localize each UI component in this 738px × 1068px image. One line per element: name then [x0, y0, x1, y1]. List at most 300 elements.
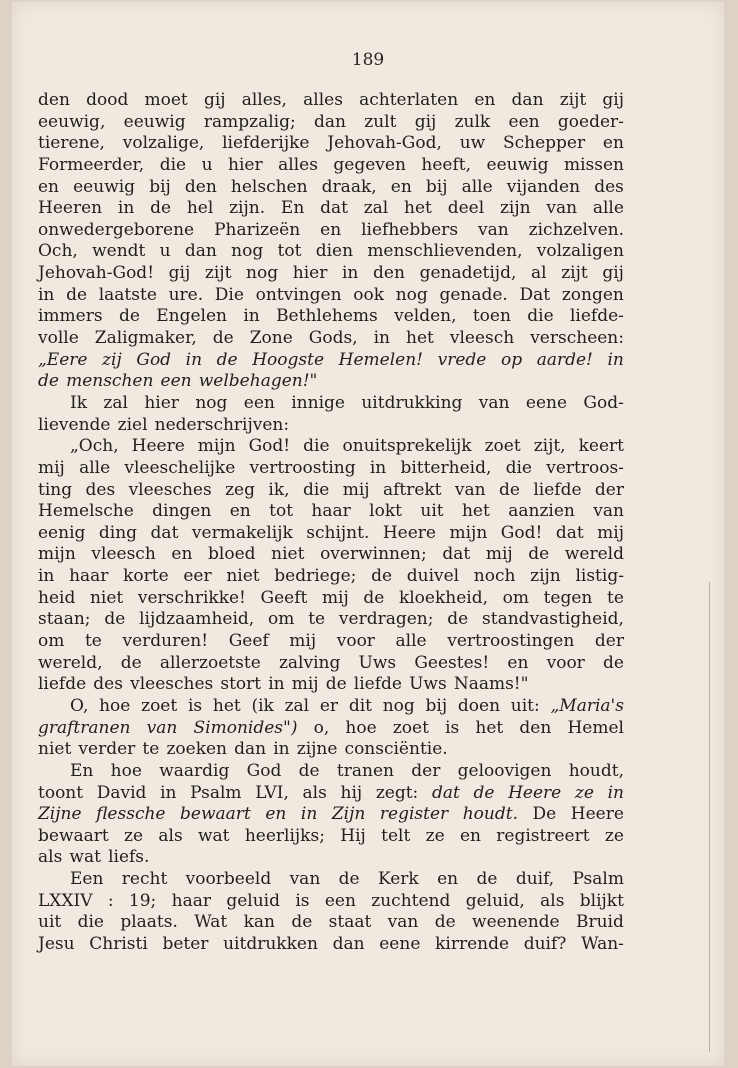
word: ting — [38, 479, 73, 500]
word: uitdrukken — [223, 933, 318, 954]
word: verschrikke! — [137, 587, 246, 608]
word: zijt, — [533, 436, 566, 457]
word: keert — [578, 436, 624, 457]
body-text — [38, 90, 624, 956]
word: en — [602, 133, 624, 154]
word: tot — [277, 241, 302, 262]
word: als — [158, 825, 183, 846]
word: is — [187, 695, 203, 716]
word: LXXIV — [38, 890, 93, 911]
word: haar — [69, 566, 109, 587]
word: Ik — [70, 392, 88, 413]
text-line — [38, 739, 624, 761]
word: is — [295, 890, 310, 911]
word: schijnt. — [306, 522, 370, 543]
word: ook — [353, 284, 384, 305]
word: Hemel — [567, 717, 624, 738]
word: er — [319, 695, 339, 716]
word: Zijn — [331, 804, 366, 825]
word: al — [531, 263, 547, 284]
word: gij — [414, 111, 437, 132]
word: Geef — [228, 631, 269, 652]
word: mij — [597, 522, 624, 543]
word: Bruid — [575, 912, 624, 933]
word: Engelen — [156, 306, 227, 327]
word: te — [84, 631, 102, 652]
word: laatste — [98, 284, 157, 305]
word: het — [404, 198, 432, 219]
word: zult — [364, 111, 397, 132]
word: zal — [363, 198, 389, 219]
word: dien — [315, 241, 354, 262]
word: Jehovah-God! — [38, 263, 155, 284]
word: vertroostingen — [447, 631, 575, 652]
word: lievende — [38, 414, 111, 435]
text-line — [38, 804, 624, 826]
word: hoe — [110, 760, 142, 781]
word: O, — [70, 695, 89, 716]
word: mij — [485, 544, 513, 565]
word: standvastigheid, — [482, 609, 624, 630]
word: eenig — [38, 522, 86, 543]
word: nederschrijven: — [154, 414, 290, 435]
word: en — [474, 90, 496, 110]
word: de — [325, 674, 347, 695]
word: wendt — [92, 241, 146, 262]
word: God- — [583, 392, 624, 413]
word: waardig — [159, 760, 230, 781]
word: in — [38, 566, 55, 587]
word: in — [273, 739, 290, 760]
word: gij — [203, 90, 226, 110]
word: onwedergeborene — [38, 219, 195, 240]
word: staat — [328, 912, 372, 933]
word: die — [302, 479, 330, 500]
word: God! — [248, 436, 291, 457]
word: en — [229, 501, 251, 522]
text-line — [38, 415, 624, 437]
word: de — [118, 306, 140, 327]
word: eer — [183, 566, 212, 587]
word: Zaligmaker, — [94, 328, 197, 349]
word: tot — [269, 501, 294, 522]
word: den — [519, 717, 552, 738]
word: Naams!" — [453, 674, 529, 695]
word: dat — [320, 198, 348, 219]
word: welbehagen!" — [198, 371, 318, 392]
word: vertroos- — [546, 457, 624, 478]
word: Formeerder, — [38, 154, 145, 175]
word: en — [171, 544, 193, 565]
word: zijn — [530, 566, 561, 587]
word: in — [117, 198, 135, 219]
word: van — [289, 869, 321, 890]
word: register — [379, 804, 449, 825]
word: zeg — [225, 479, 255, 500]
text-line — [38, 371, 624, 393]
word: Heere — [570, 804, 624, 825]
word: hel — [186, 198, 214, 219]
word: in — [185, 349, 203, 370]
word: niet — [271, 544, 305, 565]
word: die — [505, 457, 532, 478]
word: genade. — [439, 284, 508, 305]
word: draak, — [321, 176, 377, 197]
word: Wat — [194, 912, 228, 933]
word: en — [38, 176, 60, 197]
text-line — [38, 566, 624, 588]
word: de — [434, 912, 456, 933]
word: liefde — [353, 674, 402, 695]
word: alles — [278, 154, 318, 175]
word: alles — [303, 90, 343, 110]
word: Heeren — [38, 198, 103, 219]
word: bitterheid, — [400, 457, 492, 478]
word: mij — [291, 674, 319, 695]
word: (ik — [251, 695, 274, 716]
word: des — [594, 176, 624, 197]
word: der — [594, 631, 624, 652]
word: des — [93, 674, 123, 695]
word: om — [502, 587, 529, 608]
word: de — [528, 544, 550, 565]
word: Psalm — [572, 869, 624, 890]
word: zij — [102, 349, 122, 370]
word: u — [201, 154, 213, 175]
text-line — [38, 133, 624, 155]
word: dan — [511, 90, 544, 110]
word: Hij — [340, 825, 366, 846]
word: liefde — [533, 479, 582, 500]
text-line — [38, 480, 624, 502]
word: Zone — [249, 328, 293, 349]
word: De — [532, 804, 557, 825]
word: Zijne — [38, 804, 82, 825]
word: ze — [574, 782, 594, 803]
text-line — [38, 523, 624, 545]
word: verder — [78, 739, 136, 760]
word: de — [473, 782, 495, 803]
word: ontvingen — [255, 284, 342, 305]
word: heerlijks; — [244, 825, 325, 846]
word: en — [265, 804, 287, 825]
word: eene — [379, 933, 421, 954]
text-line — [38, 761, 624, 783]
word: het — [475, 717, 504, 738]
word: het — [212, 695, 241, 716]
word: zoet — [141, 695, 178, 716]
text-line — [38, 696, 624, 718]
word: dood — [86, 90, 129, 110]
word: in — [268, 674, 285, 695]
word: het — [406, 328, 434, 349]
word: bij — [425, 176, 448, 197]
word: gij — [168, 263, 191, 284]
word: de — [499, 479, 520, 500]
word: den — [373, 263, 405, 284]
word: zegt: — [375, 782, 419, 803]
word: haar — [171, 890, 211, 911]
word: Bethlehems — [276, 306, 378, 327]
word: bewaart — [38, 825, 109, 846]
word: vertroosting — [249, 457, 356, 478]
word: 19; — [128, 890, 157, 911]
word: tranen — [336, 760, 394, 781]
word: hier — [144, 392, 179, 413]
text-line — [38, 653, 624, 675]
word: den — [38, 90, 70, 110]
word: die — [77, 912, 104, 933]
word: Dat — [519, 284, 551, 305]
word: Heere — [382, 522, 436, 543]
text-line — [38, 609, 624, 631]
word: weenende — [472, 912, 560, 933]
word: om — [268, 609, 295, 630]
word: te — [607, 587, 624, 608]
text-line — [38, 501, 624, 523]
word: dan — [332, 933, 365, 954]
word: zoeken — [166, 739, 227, 760]
word: Psalm — [190, 782, 242, 803]
word: dat — [555, 522, 584, 543]
word: liefderijke — [222, 133, 310, 154]
word: gegeven — [333, 154, 406, 175]
word: tegen — [543, 587, 593, 608]
word: dingen — [152, 501, 212, 522]
text-line — [38, 847, 624, 869]
word: hier — [228, 154, 263, 175]
word: ze — [124, 825, 144, 846]
word: moet — [144, 90, 188, 110]
word: Schepper — [502, 133, 586, 154]
word: wereld, — [38, 652, 103, 673]
word: in — [373, 328, 390, 349]
word: op — [500, 349, 523, 370]
word: in — [369, 457, 387, 478]
word: houdt, — [568, 760, 624, 781]
word: een — [508, 111, 540, 132]
word: nog — [246, 263, 279, 284]
word: in — [243, 306, 260, 327]
word: wereld — [564, 544, 624, 565]
word: geloovigen — [457, 760, 552, 781]
word: eeuwig, — [38, 111, 106, 132]
text-line — [38, 306, 624, 328]
word: korte — [123, 566, 169, 587]
word: als — [302, 782, 327, 803]
word: van — [146, 717, 178, 738]
word: zijt — [559, 90, 587, 110]
word: blijkt — [579, 890, 624, 911]
word: mijn — [449, 522, 488, 543]
word: toen — [472, 306, 511, 327]
word: Die — [214, 284, 244, 305]
word: Uws — [358, 652, 397, 673]
text-line — [38, 220, 624, 242]
word: kan — [243, 912, 275, 933]
word: niet — [38, 739, 72, 760]
text-line — [38, 934, 624, 956]
word: zijne — [296, 739, 338, 760]
word: Christi — [89, 933, 148, 954]
word: zijt — [561, 263, 588, 284]
word: God! — [500, 522, 543, 543]
word: genadetijd, — [419, 263, 517, 284]
word: dit — [348, 695, 372, 716]
word: Gods, — [308, 328, 358, 349]
word: volle — [38, 328, 79, 349]
word: de — [104, 609, 126, 630]
word: van — [546, 198, 578, 219]
word: die — [527, 306, 554, 327]
word: den — [184, 176, 217, 197]
page-edge-line — [709, 582, 710, 1052]
word: rampzalig; — [203, 111, 296, 132]
word: liefde- — [570, 306, 624, 327]
word: nog — [382, 695, 415, 716]
word: staan; — [38, 609, 91, 630]
text-line — [38, 241, 624, 263]
text-line — [38, 285, 624, 307]
word: volzalige, — [122, 133, 205, 154]
word: lokt — [369, 501, 402, 522]
word: der — [594, 479, 624, 500]
word: vermakelijk — [191, 522, 293, 543]
word: zijt — [204, 263, 232, 284]
word: Geeft — [260, 587, 308, 608]
word: duivel — [406, 566, 460, 587]
word: heeft, — [421, 154, 472, 175]
word: mij — [38, 457, 65, 478]
word: doen — [457, 695, 501, 716]
word: die — [303, 436, 330, 457]
word: en — [459, 825, 481, 846]
word: de — [66, 284, 88, 305]
word: heid — [38, 587, 76, 608]
word: consciëntie. — [344, 739, 448, 760]
word: zijn — [499, 198, 531, 219]
word: Geestes! — [414, 652, 490, 673]
word: de — [216, 349, 238, 370]
word: de — [38, 371, 59, 392]
word: in — [38, 284, 55, 305]
book-page — [12, 2, 724, 1066]
word: zichzelven. — [528, 219, 624, 240]
word: is — [445, 717, 460, 738]
word: mij — [321, 587, 349, 608]
word: mijn — [197, 436, 236, 457]
word: wat — [69, 847, 101, 868]
word: in — [160, 782, 177, 803]
word: : — [107, 890, 114, 911]
word: een — [160, 371, 192, 392]
word: tierene, — [38, 133, 105, 154]
word: gij — [602, 263, 624, 284]
word: overwinnen; — [320, 544, 427, 565]
word: liefhebbers — [361, 219, 459, 240]
word: God — [136, 349, 172, 370]
word: houdt. — [462, 804, 518, 825]
word: o, — [313, 717, 330, 738]
text-line — [38, 436, 624, 458]
word: graftranen — [38, 717, 131, 738]
word: goeder- — [557, 111, 624, 132]
word: En — [280, 198, 305, 219]
word: eene — [525, 392, 568, 413]
word: Hemelsche — [38, 501, 134, 522]
word: alle — [461, 176, 493, 197]
word: de — [120, 652, 142, 673]
word: en — [437, 869, 459, 890]
word: uit: — [510, 695, 540, 716]
word: vrede — [437, 349, 487, 370]
text-line — [38, 393, 624, 415]
word: haar — [311, 501, 351, 522]
word: duif, — [515, 869, 555, 890]
text-line — [38, 631, 624, 653]
word: zijn. — [229, 198, 266, 219]
word: Hemelen! — [338, 349, 423, 370]
text-line — [38, 328, 624, 350]
word: innige — [291, 392, 345, 413]
word: nog — [231, 241, 264, 262]
word: missen — [563, 154, 624, 175]
word: de — [338, 869, 360, 890]
word: kloekheid, — [398, 587, 489, 608]
word: uw — [459, 133, 486, 154]
word: dan — [184, 241, 217, 262]
word: uitdrukking — [361, 392, 463, 413]
word: alle — [592, 198, 624, 219]
text-line — [38, 674, 624, 696]
word: bij — [149, 176, 171, 197]
word: dan — [314, 111, 346, 132]
word: vleesches — [130, 674, 214, 695]
word: Kerk — [377, 869, 419, 890]
word: alles, — [241, 90, 287, 110]
word: zalving — [278, 652, 341, 673]
word: het — [461, 501, 490, 522]
word: ure. — [168, 284, 204, 305]
word: noch — [473, 566, 516, 587]
word: van — [478, 219, 509, 240]
text-line — [38, 912, 624, 934]
word: lijdzaamheid, — [139, 609, 255, 630]
word: der — [411, 760, 441, 781]
word: ziel — [117, 414, 148, 435]
text-line — [38, 458, 624, 480]
word: voor — [336, 631, 375, 652]
word: onuitsprekelijk — [342, 436, 472, 457]
word: Wan- — [581, 933, 624, 954]
word: beter — [162, 933, 209, 954]
word: registreert — [496, 825, 590, 846]
word: menschen — [66, 371, 154, 392]
word: aanzien — [508, 501, 575, 522]
word: listig- — [575, 566, 624, 587]
word: achterlaten — [359, 90, 459, 110]
word: wat — [198, 825, 230, 846]
word: aarde! — [536, 349, 593, 370]
word: Jesu — [38, 933, 75, 954]
word: zoet — [484, 436, 521, 457]
word: van — [387, 912, 419, 933]
word: hij — [340, 782, 363, 803]
text-line — [38, 588, 624, 610]
word: plaats. — [120, 912, 178, 933]
word: „Maria's — [550, 695, 624, 716]
text-line — [38, 263, 624, 285]
